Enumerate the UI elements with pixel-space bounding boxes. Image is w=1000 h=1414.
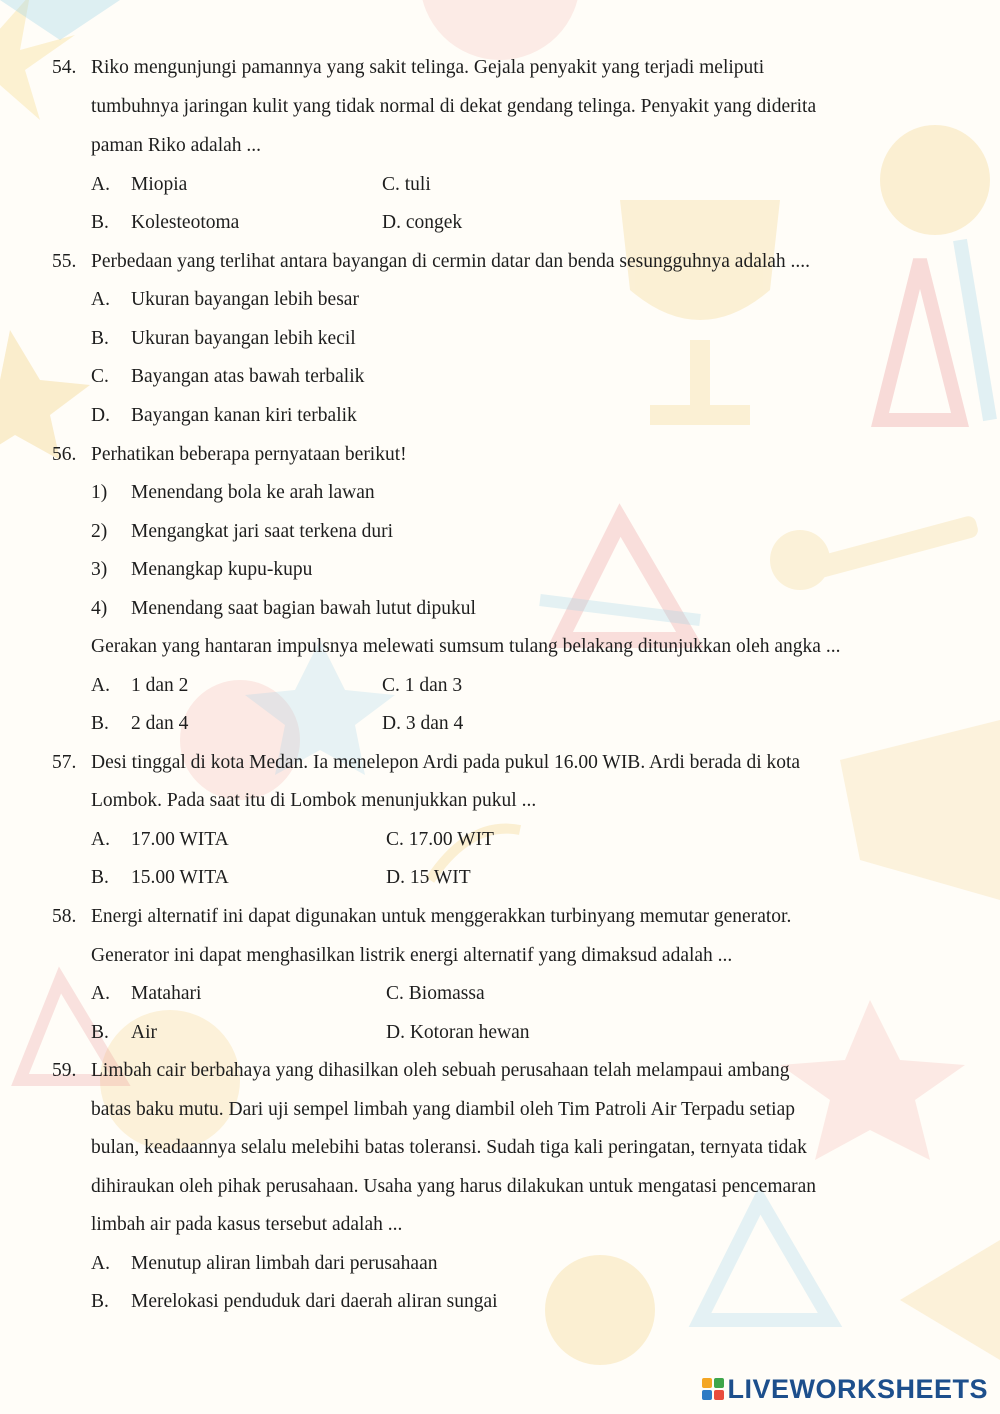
question-prompt: Gerakan yang hantaran impulsnya melewati sumsum tulang belakang ditunjukkan oleh angka ...: [91, 636, 841, 657]
question-text: Lombok. Pada saat itu di Lombok menunjukkan pukul ...: [91, 790, 537, 811]
statement-number: 4): [91, 598, 108, 619]
question-text: Energi alternatif ini dapat digunakan untuk menggerakkan turbinyang memutar generator.: [91, 906, 792, 927]
option-letter: C.: [382, 675, 400, 696]
option-text: Kotoran hewan: [409, 1022, 530, 1043]
option-text: Biomassa: [408, 983, 485, 1004]
option-letter: B.: [91, 1022, 109, 1043]
option-letter: A.: [91, 829, 110, 850]
question-text: bulan, keadaannya selalu melebihi batas toleransi. Sudah tiga kali peringatan, ternyata tidak: [91, 1137, 807, 1158]
option-text: Merelokasi penduduk dari daerah aliran sungai: [131, 1291, 498, 1312]
question-number: 56.: [52, 444, 77, 465]
question-number: 55.: [52, 251, 77, 272]
question-text: batas baku mutu. Dari uji sempel limbah yang diambil oleh Tim Patroli Air Terpadu setiap: [91, 1099, 795, 1120]
option-letter: C.: [386, 983, 404, 1004]
option-text: Miopia: [131, 174, 188, 195]
option-c: [386, 828, 494, 852]
option-letter: C.: [386, 829, 404, 850]
option-letter: A.: [91, 174, 110, 195]
option-d: [386, 1021, 530, 1045]
option-text: Bayangan atas bawah terbalik: [131, 366, 365, 387]
option-letter: C.: [382, 174, 400, 195]
statement-number: 1): [91, 482, 108, 503]
option-text: 15 WIT: [409, 867, 471, 888]
option-letter: D.: [386, 867, 405, 888]
option-text: Matahari: [131, 983, 202, 1004]
option-letter: A.: [91, 289, 110, 310]
option-d: [386, 866, 471, 890]
option-c: [382, 173, 431, 197]
question-text: Riko mengunjungi pamannya yang sakit telinga. Gejala penyakit yang terjadi meliputi: [91, 57, 765, 78]
option-text: 1 dan 2: [131, 675, 189, 696]
question-number: 59.: [52, 1060, 77, 1081]
option-text: congek: [405, 212, 463, 233]
footer-brand[interactable]: [702, 1372, 988, 1406]
option-letter: B.: [91, 212, 109, 233]
option-d: [382, 712, 463, 736]
option-text: 3 dan 4: [405, 713, 464, 734]
question-number: 58.: [52, 906, 77, 927]
question-text: dihiraukan oleh pihak perusahaan. Usaha yang harus dilakukan untuk mengatasi pencemaran: [91, 1176, 817, 1197]
question-text: Perhatikan beberapa pernyataan berikut!: [91, 444, 407, 465]
option-text: 17.00 WIT: [408, 829, 494, 850]
liveworksheets-logo-icon: [702, 1378, 724, 1400]
question-text: Perbedaan yang terlihat antara bayangan di cermin datar dan benda sesungguhnya adalah ....: [91, 251, 811, 272]
option-text: Air: [131, 1022, 157, 1043]
question-text: tumbuhnya jaringan kulit yang tidak normal di dekat gendang telinga. Penyakit yang diderita: [91, 96, 817, 117]
question-text: limbah air pada kasus tersebut adalah ...: [91, 1214, 403, 1235]
option-text: Kolesteotoma: [131, 212, 240, 233]
statement-text: Menendang bola ke arah lawan: [131, 482, 375, 503]
option-letter: B.: [91, 713, 109, 734]
option-letter: A.: [91, 1253, 110, 1274]
option-letter: D.: [382, 713, 401, 734]
option-letter: D.: [91, 405, 110, 426]
option-text: Ukuran bayangan lebih besar: [131, 289, 359, 310]
statement-number: 3): [91, 559, 108, 580]
option-letter: D.: [382, 212, 401, 233]
option-letter: C.: [91, 366, 109, 387]
question-text: Desi tinggal di kota Medan. Ia menelepon Ardi pada pukul 16.00 WIB. Ardi berada di kota: [91, 752, 801, 773]
question-text: paman Riko adalah ...: [91, 135, 262, 156]
option-text: 2 dan 4: [131, 713, 189, 734]
option-d: [382, 211, 462, 235]
statement-text: Menangkap kupu-kupu: [131, 559, 313, 580]
option-text: Bayangan kanan kiri terbalik: [131, 405, 357, 426]
option-c: [382, 674, 462, 698]
option-letter: A.: [91, 983, 110, 1004]
question-text: Generator ini dapat menghasilkan listrik energi alternatif yang dimaksud adalah ...: [91, 945, 733, 966]
option-letter: B.: [91, 867, 109, 888]
option-text: 15.00 WITA: [131, 867, 229, 888]
option-text: 1 dan 3: [404, 675, 463, 696]
option-text: Ukuran bayangan lebih kecil: [131, 328, 356, 349]
option-letter: A.: [91, 675, 110, 696]
statement-text: Mengangkat jari saat terkena duri: [131, 521, 394, 542]
option-text: tuli: [404, 174, 431, 195]
option-text: Menutup aliran limbah dari perusahaan: [131, 1253, 438, 1274]
brand-name: LIVEWORKSHEETS: [727, 1373, 988, 1404]
option-text: 17.00 WITA: [131, 829, 229, 850]
option-c: [386, 982, 485, 1006]
question-text: Limbah cair berbahaya yang dihasilkan oleh sebuah perusahaan telah melampaui ambang: [91, 1060, 790, 1081]
statement-number: 2): [91, 521, 108, 542]
question-number: 57.: [52, 752, 77, 773]
option-letter: B.: [91, 328, 109, 349]
option-letter: D.: [386, 1022, 405, 1043]
question-number: 54.: [52, 57, 77, 78]
statement-text: Menendang saat bagian bawah lutut dipukul: [131, 598, 476, 619]
option-letter: B.: [91, 1291, 109, 1312]
